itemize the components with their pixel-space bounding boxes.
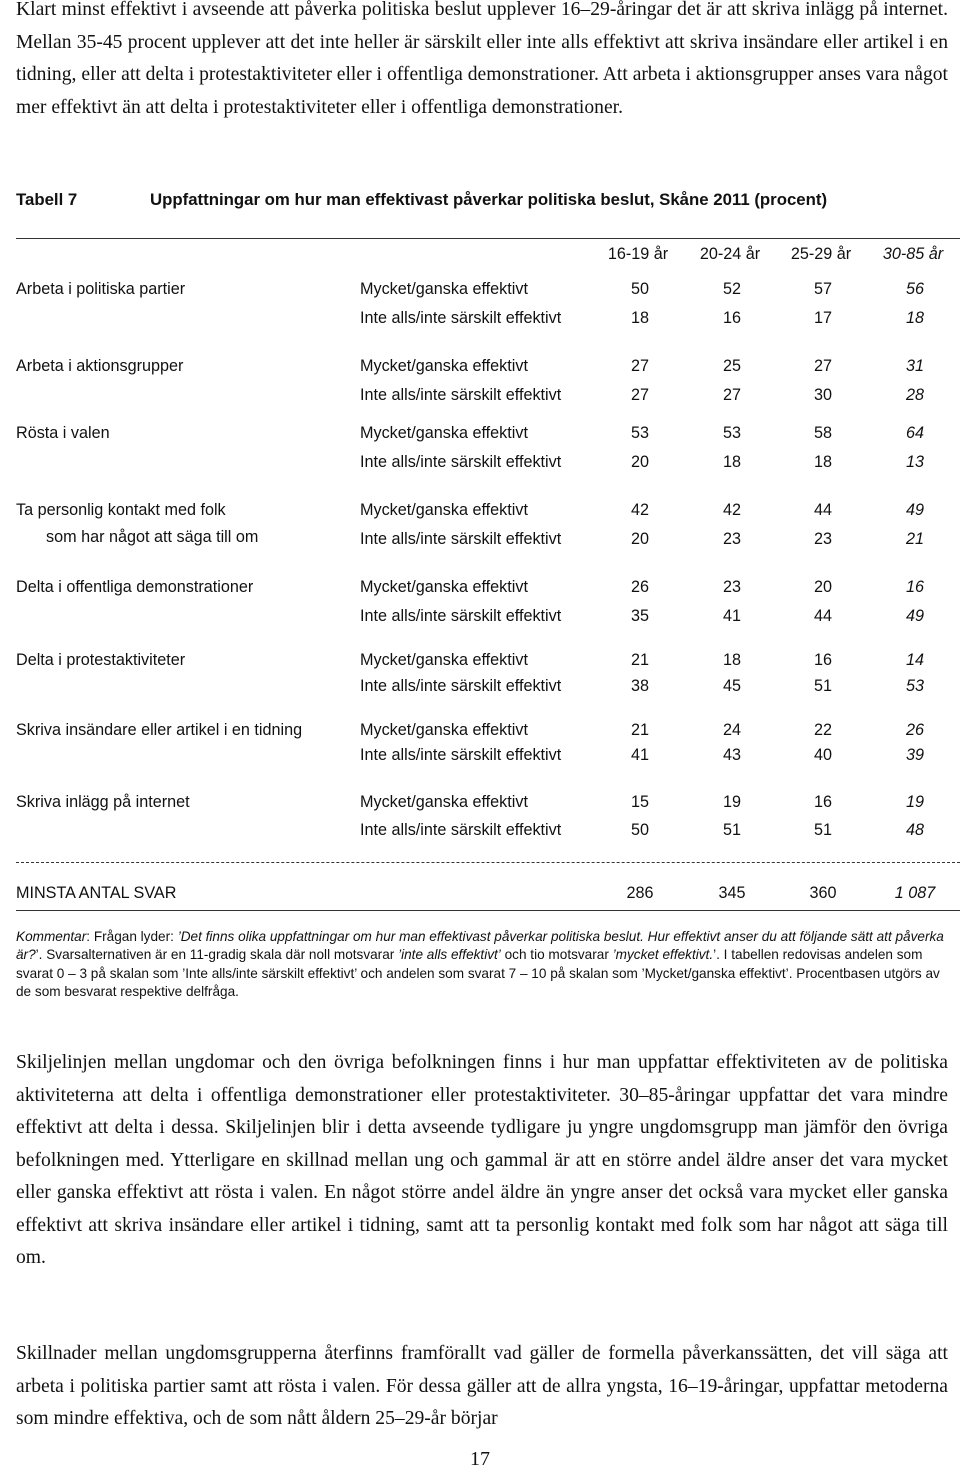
table-cell: 18	[813, 453, 832, 471]
total-30-85: 1 087	[894, 884, 936, 902]
table-cell: 52	[722, 280, 741, 298]
table-label: Tabell 7	[16, 190, 78, 209]
table-cell: 20	[630, 530, 649, 548]
response-label-not-effective: Inte alls/inte särskilt effektivt	[360, 386, 562, 404]
table-cell: 23	[813, 530, 832, 548]
total-25-29: 360	[809, 884, 837, 902]
table-cell: 27	[630, 357, 649, 375]
table-cell: 24	[722, 721, 741, 739]
table-cell: 44	[813, 501, 832, 519]
col-header-30-85: 30-85 år	[882, 245, 944, 263]
table-cell: 49	[905, 501, 924, 519]
response-label-not-effective: Inte alls/inte särskilt effektivt	[360, 821, 562, 839]
table-bottom-rule-dashed	[16, 862, 960, 863]
table-cell: 28	[905, 386, 924, 404]
table-cell: 16	[813, 793, 832, 811]
total-20-24: 345	[718, 884, 746, 902]
response-label-effective: Mycket/ganska effektivt	[360, 578, 528, 596]
table-top-rule	[16, 238, 960, 239]
table-cell: 22	[813, 721, 832, 739]
col-header-16-19: 16-19 år	[607, 245, 669, 263]
table-cell: 39	[905, 746, 924, 764]
comment-text-1: : Frågan lyder:	[86, 929, 178, 944]
table-cell: 48	[905, 821, 924, 839]
table-cell: 14	[905, 651, 924, 669]
table-cell: 42	[630, 501, 649, 519]
row-activity-label: Ta personlig kontakt med folk	[16, 501, 226, 519]
table-title: Uppfattningar om hur man effektivast påverkar politiska beslut, Skåne 2011 (procent)	[150, 190, 828, 209]
table-cell: 53	[905, 677, 924, 695]
table-cell: 16	[813, 651, 832, 669]
table-cell: 45	[722, 677, 741, 695]
table-cell: 27	[630, 386, 649, 404]
response-label-not-effective: Inte alls/inte särskilt effektivt	[360, 607, 562, 625]
table-cell: 26	[630, 578, 649, 596]
table-cell: 13	[905, 453, 924, 471]
row-activity-label: Delta i protestaktiviteter	[16, 651, 186, 669]
col-header-25-29: 25-29 år	[790, 245, 852, 263]
table-cell: 56	[905, 280, 924, 298]
response-label-not-effective: Inte alls/inte särskilt effektivt	[360, 453, 562, 471]
table-cell: 64	[905, 424, 924, 442]
table-cell: 19	[722, 793, 741, 811]
table-cell: 25	[722, 357, 741, 375]
body-paragraph-3: Skillnader mellan ungdomsgrupperna återfinns framförallt vad gäller de formella påverkanssätten, det vill säga att arbeta i politiska partier samt att rösta i valen. För dessa gäller att de allra yngsta, 16–19-åringar, uppfattar metoderna som mindre effektiva, och de som nått åldern 25–29-år börjar	[16, 1343, 948, 1429]
response-label-not-effective: Inte alls/inte särskilt effektivt	[360, 309, 562, 327]
comment-text-2: ’. Svarsalternativen är en 11-gradig skala där noll motsvarar	[35, 947, 399, 963]
table-cell: 15	[630, 793, 649, 811]
row-activity-label: Delta i offentliga demonstrationer	[16, 578, 254, 596]
comment-label: Kommentar	[16, 929, 87, 944]
table-cell: 21	[630, 651, 649, 669]
page-number: 17	[470, 1448, 490, 1470]
totals-rule	[16, 910, 960, 911]
table-cell: 20	[813, 578, 832, 596]
table-cell: 43	[722, 746, 741, 764]
table-cell: 31	[905, 357, 924, 375]
table-cell: 58	[813, 424, 832, 442]
table-cell: 40	[813, 746, 832, 764]
response-label-effective: Mycket/ganska effektivt	[360, 721, 528, 739]
table-cell: 51	[813, 677, 832, 695]
response-label-not-effective: Inte alls/inte särskilt effektivt	[360, 746, 562, 764]
table-cell: 30	[813, 386, 832, 404]
table-cell: 41	[722, 607, 741, 625]
table-cell: 17	[813, 309, 832, 327]
table-cell: 38	[630, 677, 649, 695]
response-label-effective: Mycket/ganska effektivt	[360, 793, 528, 811]
table-cell: 35	[630, 607, 649, 625]
table-cell: 23	[722, 530, 741, 548]
response-label-effective: Mycket/ganska effektivt	[360, 651, 528, 669]
table-cell: 21	[905, 530, 924, 548]
table-cell: 57	[813, 280, 832, 298]
table-comment	[16, 928, 946, 1001]
table-cell: 42	[722, 501, 741, 519]
comment-question: ’Det finns olika uppfattningar om hur man effektivast påverkar politiska beslut. Hur effektivt anser du att följande sätt att påverka är?	[16, 929, 944, 963]
table-cell: 27	[813, 357, 832, 375]
response-label-effective: Mycket/ganska effektivt	[360, 280, 528, 298]
table-cell: 44	[813, 607, 832, 625]
table-cell: 51	[722, 821, 741, 839]
table-cell: 16	[905, 578, 924, 596]
comment-scale-low: ’inte alls effektivt’	[398, 947, 501, 963]
response-label-effective: Mycket/ganska effektivt	[360, 424, 528, 442]
table-cell: 27	[722, 386, 741, 404]
intro-paragraph: Klart minst effektivt i avseende att påverka politiska beslut upplever 16–29-åringar det är att skriva inlägg på internet. Mellan 35-45 procent upplever att det inte heller är särskilt eller inte alls effektivt att skriva insändare eller artikel i en tidning, eller att delta i protestaktiviteter eller i offentliga demonstrationer. Att arbeta i aktionsgrupper anses vara något mer effektivt än att delta i protestaktiviteter eller i offentliga demonstrationer.	[16, 0, 948, 118]
row-activity-label: Arbeta i politiska partier	[16, 280, 186, 298]
body-paragraph-2: Skiljelinjen mellan ungdomar och den övriga befolkningen finns i hur man uppfattar effektiviteten av de politiska aktiviteterna att delta i offentliga demonstrationer eller protestaktiviteter. 30–85-åringar uppfattar det vara mindre effektivt att delta i dessa. Skiljelinjen blir i detta avseende tydligare ju yngre ungdomsgrupp man jämför den övriga befolkningen med. Ytterligare en skillnad mellan ung och gammal är att en större andel äldre anser det vara mycket eller ganska effektivt att rösta i valen. En något större andel äldre än yngre anser det också vara mycket eller ganska effektivt att skriva insändare eller artikel i tidning, samt att ta personlig kontakt med folk som har något att säga till om.	[16, 1052, 948, 1268]
table-cell: 53	[630, 424, 649, 442]
row-activity-label: Rösta i valen	[16, 424, 110, 442]
response-label-effective: Mycket/ganska effektivt	[360, 501, 528, 519]
table-cell: 18	[722, 651, 741, 669]
table-cell: 51	[813, 821, 832, 839]
table-cell: 21	[630, 721, 649, 739]
table-cell: 16	[722, 309, 741, 327]
table-cell: 23	[722, 578, 741, 596]
col-header-20-24: 20-24 år	[699, 245, 761, 263]
total-16-19: 286	[626, 884, 654, 902]
row-activity-label: Arbeta i aktionsgrupper	[16, 357, 184, 375]
response-label-not-effective: Inte alls/inte särskilt effektivt	[360, 677, 562, 695]
row-activity-label: Skriva insändare eller artikel i en tidning	[16, 721, 303, 739]
table-cell: 49	[905, 607, 924, 625]
table-cell: 18	[722, 453, 741, 471]
table-cell: 50	[630, 821, 649, 839]
comment-text-4: ’. I tabellen redovisas andelen som svarat 0 – 3 på skalan som ’Inte alls/inte särskilt effektivt’ och andelen som svarat 7 – 10 på skalan som ’Mycket/ganska effektivt’. Procentbasen utgörs av de som besvarat respektive delfråga.	[16, 947, 940, 999]
table-cell: 18	[905, 309, 924, 327]
comment-scale-high: ’mycket effektivt.	[612, 947, 714, 963]
response-label-not-effective: Inte alls/inte särskilt effektivt	[360, 530, 562, 548]
row-activity-label: Skriva inlägg på internet	[16, 793, 190, 811]
table-cell: 18	[630, 309, 649, 327]
total-label: MINSTA ANTAL SVAR	[16, 884, 177, 902]
table-cell: 53	[722, 424, 741, 442]
response-label-effective: Mycket/ganska effektivt	[360, 357, 528, 375]
table-cell: 41	[630, 746, 649, 764]
table-cell: 20	[630, 453, 649, 471]
table-cell: 50	[630, 280, 649, 298]
row-activity-label-cont: som har något att säga till om	[46, 528, 259, 546]
table-cell: 26	[905, 721, 924, 739]
table-cell: 19	[905, 793, 924, 811]
comment-text-3: och tio motsvarar	[500, 947, 613, 963]
